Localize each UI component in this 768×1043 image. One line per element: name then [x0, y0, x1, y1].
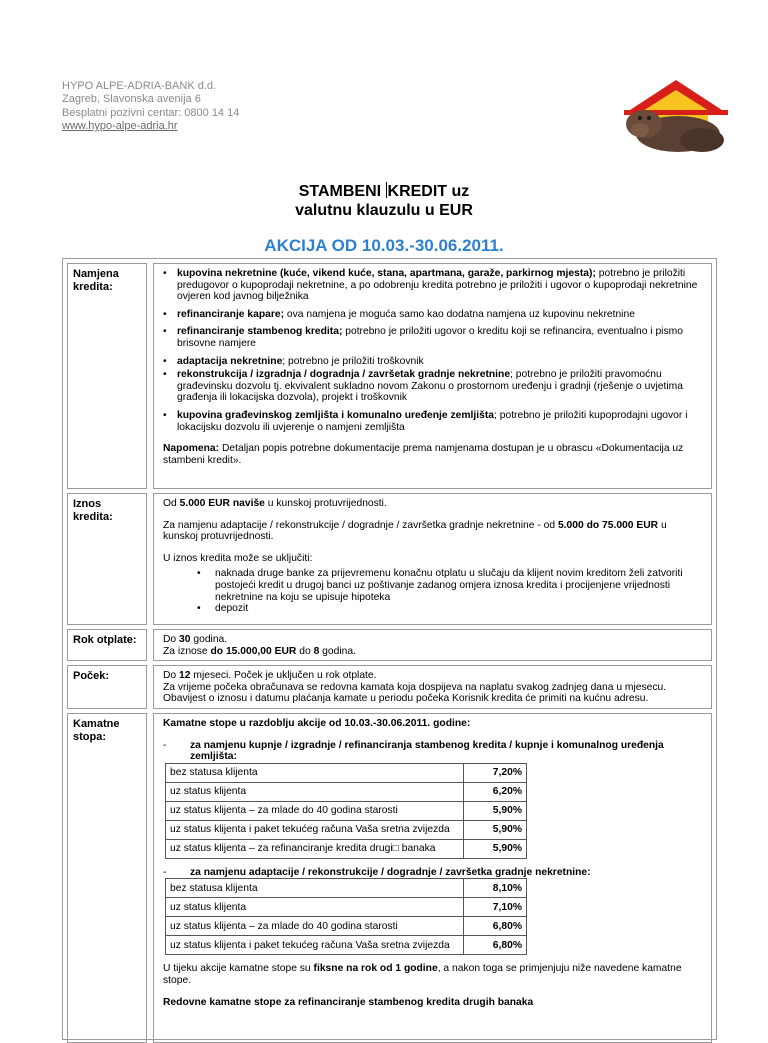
list-item: • kupovina nekretnine (kuće, vikend kuće, stana, apartmana, garaže, parkirnog mjesta); potrebno je priložiti predugovor o kupoprodaji nekretnine, a po odobrenju kredita potrebno je priložiti i ugovor o kupoprodaji nekretnine ovjeren kod javnog bilježnika — [163, 268, 701, 303]
loan-conditions-table — [62, 258, 717, 1040]
rate-label: uz status klijenta – za mlade do 40 godina starosti — [166, 801, 464, 820]
rate-label: bez statusa klijenta — [166, 879, 464, 898]
table-row — [166, 917, 527, 936]
iznos-content: Od 5.000 EUR naviše u kunskoj protuvrijednosti. Za namjenu adaptacije / rekonstrukcije / dogradnje / završetka gradnje nekretnine - od 5.000 do 75.000 EUR u kunskoj protuvrijednosti. U iznos kredita može se uključiti: • naknada druge banke za prijevremenu konačnu otplatu u slučaju da klijent novim kreditom želi zatvoriti postojeći kredit u drugoj banci uz poštivanje zadanog omjera iznosa kredita i procijenjene vrijednosti nekretnine na koju se upisuje hipoteka • depozit — [153, 493, 712, 625]
fixed-rate-note: U tijeku akcije kamatne stope su fiksne na rok od 1 godine, a nakon toga se primjenjuju niže navedene kamatne stope. — [163, 963, 682, 986]
rate-label: uz status klijenta i paket tekućeg računa Vaša sretna zvijezda — [166, 820, 464, 839]
rate-value: 5,90% — [464, 820, 527, 839]
rate-label: uz status klijenta i paket tekućeg računa Vaša sretna zvijezda — [166, 936, 464, 955]
list-item: • refinanciranje stambenog kredita; potrebno je priložiti ugovor o kreditu koji se refinancira, eventualno i pismo brisovne namjere — [163, 326, 701, 349]
rok-content: Do 30 godina. Za iznose do 15.000,00 EUR do 8 godina. — [153, 629, 712, 661]
rate-label: uz status klijenta — [166, 782, 464, 801]
rates-group-1-title: - za namjenu kupnje / izgradnje / refinanciranja stambenog kredita / kupnje i komunalnog uređenja zemljišta: — [163, 739, 664, 763]
pocek-content: Do 12 mjeseci. Poček je uključen u rok otplate. Za vrijeme počeka obračunava se redovna kamata koja dospijeva na naplatu svakog zadnjeg dana u mjesecu. Obavijest o iznosu i datumu plaćanja kamate u periodu počeka Korisnik kredita će primiti na kućnu adresu. — [153, 665, 712, 709]
list-item: • adaptacija nekretnine; potrebno je priložiti troškovnik — [163, 356, 701, 368]
rates-table-adaptation — [165, 878, 527, 955]
rate-value: 7,20% — [464, 763, 527, 782]
table-row — [166, 879, 527, 898]
bank-website-link[interactable]: www.hypo-alpe-adria.hr — [62, 120, 178, 133]
table-row — [166, 763, 527, 782]
namjena-note: Napomena: Detaljan popis potrebne dokumentacije prema namjenama dostupan je u obrascu «Dokumentacija uz stambeni kredit». — [163, 443, 684, 466]
rate-label: uz status klijenta – za mlade do 40 godina starosti — [166, 917, 464, 936]
rate-value: 6,80% — [464, 936, 527, 955]
list-item: • refinanciranje kapare; ova namjena je moguća samo kao dodatna namjena uz kupovinu nekretnine — [163, 309, 701, 321]
label-pocek: Poček: — [67, 665, 147, 709]
bank-address: Zagreb, Slavonska avenija 6 — [62, 93, 201, 106]
table-row — [166, 898, 527, 917]
rate-value: 5,90% — [464, 839, 527, 858]
rate-label: uz status klijenta — [166, 898, 464, 917]
label-rok-otplate: Rok otplate: — [67, 629, 147, 661]
list-item: • depozit — [197, 603, 701, 615]
rates-group-2-title: - za namjenu adaptacije / rekonstrukcije / dogradnje / završetka gradnje nekretnine: — [163, 866, 591, 878]
table-row — [166, 782, 527, 801]
bank-name: HYPO ALPE-ADRIA-BANK d.d. — [62, 80, 217, 92]
rate-label: bez statusa klijenta — [166, 763, 464, 782]
table-row — [166, 936, 527, 955]
hypo-mascot-logo — [616, 74, 736, 158]
label-iznos: Iznos kredita: — [67, 493, 147, 625]
rates-heading: Kamatne stope u razdoblju akcije od 10.03.-30.06.2011. godine: — [163, 718, 471, 729]
table-row — [166, 801, 527, 820]
document-title: STAMBENI KREDIT uz valutnu klauzulu u EUR — [295, 183, 473, 219]
rate-value: 6,20% — [464, 782, 527, 801]
list-item: • kupovina građevinskog zemljišta i komunalno uređenje zemljišta; potrebno je priložiti kupoprodajni ugovor i lokacijsku dozvolu ili uvjerenje o namjeni zemljišta — [163, 410, 701, 433]
list-item: • naknada druge banke za prijevremenu konačnu otplatu u slučaju da klijent novim kreditom želi zatvoriti postojeći kredit u drugoj banci uz poštivanje zadanog omjera iznosa kredita i procijenjene vrijednosti nekretnine na koju se upisuje hipoteka — [197, 568, 701, 603]
kamata-content — [153, 713, 712, 1043]
text-cursor — [386, 182, 387, 198]
cutoff-heading: Redovne kamatne stope za refinanciranje stambenog kredita drugih banaka — [163, 996, 534, 1008]
label-kamatne-stope: Kamatne stopa: — [67, 713, 147, 1043]
rate-value: 6,80% — [464, 917, 527, 936]
label-namjena: Namjena kredita: — [67, 263, 147, 489]
rates-table-purchase — [165, 763, 527, 859]
rate-label: uz status klijenta – za refinanciranje kredita drugi□ banaka — [166, 839, 464, 858]
rate-value: 7,10% — [464, 898, 527, 917]
bank-phone: Besplatni pozivni centar: 0800 14 14 — [62, 106, 240, 119]
table-row — [166, 820, 527, 839]
table-row — [166, 839, 527, 858]
bank-contact-block — [62, 80, 239, 134]
rate-value: 8,10% — [464, 879, 527, 898]
rate-value: 5,90% — [464, 801, 527, 820]
list-item: • rekonstrukcija / izgradnja / dogradnja / završetak gradnje nekretnine; potrebno je priložiti pravomoćnu građevinsku dozvolu tj. ekvivalent sukladno novom Zakonu o prostornom uređenju i gradnji (rješenje o uvjetima građenja ili lokacijska dozvola), projekt i troškovnik — [163, 369, 701, 404]
namjena-content — [153, 263, 712, 489]
promo-period: AKCIJA OD 10.03.-30.06.2011. — [264, 236, 504, 255]
